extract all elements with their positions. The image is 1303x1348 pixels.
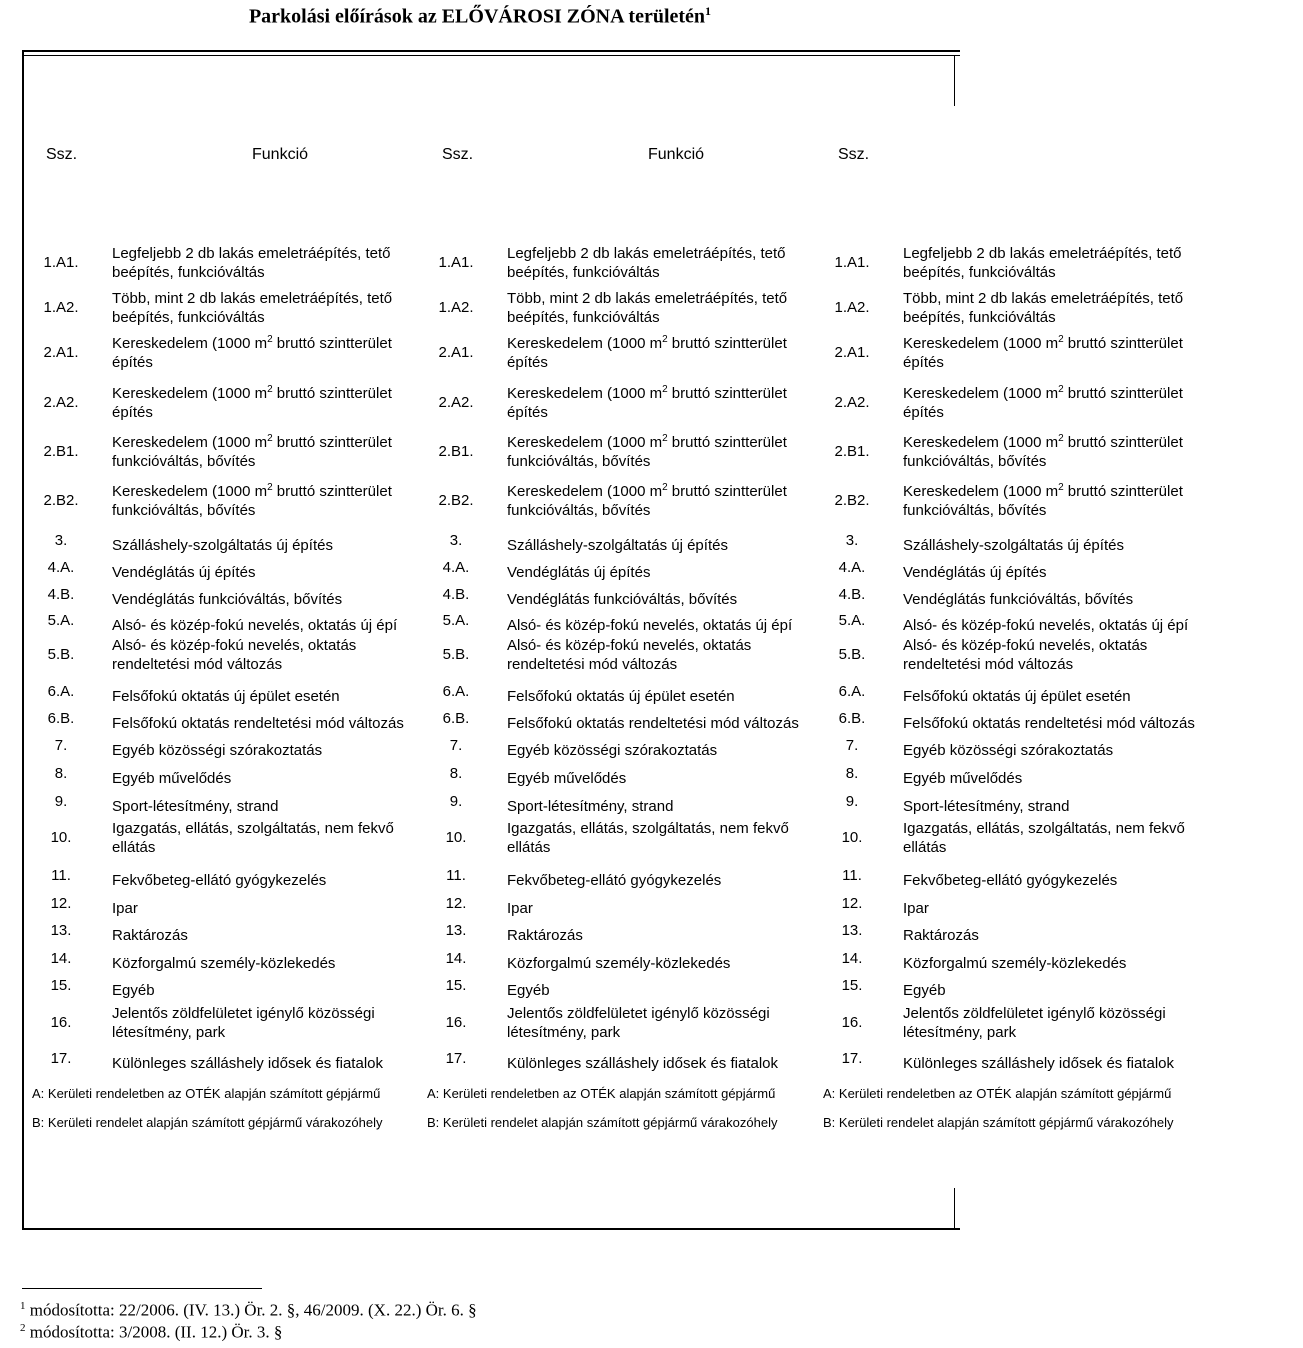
row-number: 2.A2.	[834, 394, 870, 411]
function-text: Egyéb művelődés	[112, 770, 232, 787]
row-number: 1.A2.	[438, 299, 474, 316]
row-number: 3.	[54, 532, 68, 549]
function-text: Szálláshely-szolgáltatás új építés	[112, 537, 333, 554]
row-number: 5.B.	[838, 646, 866, 663]
function-text: Alsó- és közép-fokú nevelés, oktatás rendeltetési mód változás	[903, 637, 1148, 673]
header-ssz: Ssz.	[46, 146, 78, 163]
function-text: Vendéglátás funkcióváltás, bővítés	[903, 591, 1134, 608]
table-column-block	[421, 244, 818, 1084]
function-text: Felsőfokú oktatás új épület esetén	[112, 688, 340, 705]
row-number: 12.	[445, 895, 467, 912]
function-text: Közforgalmú személy-közlekedés	[903, 955, 1127, 972]
function-text: Különleges szálláshely idősek és fiatalok	[903, 1055, 1174, 1072]
table-frame-right-edge	[954, 56, 955, 106]
row-number: 10.	[445, 829, 467, 846]
footnote-separator	[22, 1288, 262, 1289]
row-number: 2.B2.	[438, 492, 474, 509]
row-number: 7.	[54, 737, 68, 754]
table-column-block	[26, 244, 423, 1084]
note-a: A: Kerületi rendeletben az OTÉK alapján számított gépjármű	[32, 1086, 381, 1101]
row-number: 2.B1.	[834, 443, 870, 460]
row-number: 7.	[845, 737, 859, 754]
function-text: Ipar	[903, 900, 929, 917]
row-number: 15.	[445, 977, 467, 994]
row-number: 1.A1.	[43, 254, 79, 271]
function-text: Vendéglátás funkcióváltás, bővítés	[112, 591, 343, 608]
row-number: 13.	[50, 922, 72, 939]
row-number: 6.B.	[47, 710, 75, 727]
function-text: Jelentős zöldfelületet igénylő közösségi létesítmény, park	[507, 1005, 770, 1041]
function-text: Ipar	[507, 900, 533, 917]
header-funkcio: Funkció	[252, 146, 309, 163]
row-number: 15.	[841, 977, 863, 994]
function-text: Vendéglátás új építés	[112, 564, 256, 581]
function-text: Felsőfokú oktatás rendeltetési mód változás	[507, 715, 799, 732]
function-text: Legfeljebb 2 db lakás emeletráépítés, tető beépítés, funkcióváltás	[903, 245, 1182, 281]
function-text: Raktározás	[507, 927, 583, 944]
row-number: 14.	[50, 950, 72, 967]
function-text: Felsőfokú oktatás új épület esetén	[903, 688, 1131, 705]
row-number: 17.	[841, 1050, 863, 1067]
row-number: 5.A.	[838, 612, 866, 629]
function-text: Kereskedelem (1000 $m^2$ bruttó szintterület építés	[507, 334, 787, 371]
row-number: 2.A2.	[43, 394, 79, 411]
note-b: B: Kerületi rendelet alapján számított gépjármű várakozóhely	[823, 1115, 1174, 1130]
row-number: 2.A1.	[438, 344, 474, 361]
row-number: 17.	[445, 1050, 467, 1067]
row-number: 1.A2.	[43, 299, 79, 316]
row-number: 14.	[841, 950, 863, 967]
function-text: Több, mint 2 db lakás emeletráépítés, tető beépítés, funkcióváltás	[507, 290, 788, 326]
row-number: 7.	[449, 737, 463, 754]
header-funkcio: Funkció	[648, 146, 705, 163]
function-text: Különleges szálláshely idősek és fiatalok	[507, 1055, 778, 1072]
row-number: 6.A.	[442, 683, 470, 700]
footnote-1: $^1$ módosította: 22/2006. (IV. 13.) Ör. 2. §, 46/2009. (X. 22.) Ör. 6. §	[20, 1300, 477, 1320]
function-text: Ipar	[112, 900, 138, 917]
row-number: 10.	[841, 829, 863, 846]
row-number: 1.A1.	[834, 254, 870, 271]
function-text: Vendéglátás funkcióváltás, bővítés	[507, 591, 738, 608]
row-number: 11.	[446, 867, 466, 884]
function-text: Legfeljebb 2 db lakás emeletráépítés, tető beépítés, funkcióváltás	[507, 245, 786, 281]
table-column-block	[817, 244, 1195, 1084]
function-text: Kereskedelem (1000 $m^2$ bruttó szintterület építés	[903, 384, 1183, 421]
row-number: 14.	[445, 950, 467, 967]
row-number: 4.B.	[442, 586, 470, 603]
row-number: 2.B2.	[43, 492, 79, 509]
function-text: Kereskedelem (1000 $m^2$ bruttó szintterület építés	[507, 384, 787, 421]
row-number: 11.	[842, 867, 862, 884]
function-text: Igazgatás, ellátás, szolgáltatás, nem fekvő ellátás	[903, 820, 1185, 856]
row-number: 8.	[449, 765, 463, 782]
table-frame-bottom	[22, 1228, 960, 1230]
table-frame-right-edge	[954, 1188, 955, 1228]
function-text: Szálláshely-szolgáltatás új építés	[903, 537, 1124, 554]
row-number: 9.	[449, 793, 463, 810]
row-number: 10.	[50, 829, 72, 846]
row-number: 5.B.	[47, 646, 75, 663]
row-number: 1.A1.	[438, 254, 474, 271]
row-number: 16.	[841, 1014, 863, 1031]
function-text: Kereskedelem (1000 $m^2$ bruttó szintterület funkcióváltás, bővítés	[507, 433, 787, 470]
note-a: A: Kerületi rendeletben az OTÉK alapján számított gépjármű	[427, 1086, 776, 1101]
function-text: Egyéb közösségi szórakoztatás	[112, 742, 323, 759]
function-text: Raktározás	[112, 927, 188, 944]
row-number: 4.A.	[442, 559, 470, 576]
row-number: 6.B.	[838, 710, 866, 727]
function-text: Egyéb	[112, 982, 155, 999]
row-number: 5.A.	[47, 612, 75, 629]
row-number: 6.B.	[442, 710, 470, 727]
function-text: Sport-létesítmény, strand	[112, 798, 279, 815]
function-text: Több, mint 2 db lakás emeletráépítés, tető beépítés, funkcióváltás	[112, 290, 393, 326]
page-title: Parkolási előírások az ELŐVÁROSI ZÓNA területén$^1$	[248, 4, 712, 28]
row-number: 2.A1.	[43, 344, 79, 361]
header-ssz: Ssz.	[838, 146, 870, 163]
function-text: Alsó- és közép-fokú nevelés, oktatás új épí	[903, 617, 1189, 634]
row-number: 2.B1.	[438, 443, 474, 460]
function-text: Kereskedelem (1000 $m^2$ bruttó szintterület építés	[112, 334, 392, 371]
function-text: Vendéglátás új építés	[903, 564, 1047, 581]
row-number: 11.	[51, 867, 71, 884]
row-number: 17.	[50, 1050, 72, 1067]
row-number: 2.B1.	[43, 443, 79, 460]
row-number: 8.	[845, 765, 859, 782]
table-frame-top-inner	[22, 55, 960, 56]
row-number: 6.A.	[47, 683, 75, 700]
function-text: Sport-létesítmény, strand	[507, 798, 674, 815]
header-ssz: Ssz.	[442, 146, 474, 163]
row-number: 2.A1.	[834, 344, 870, 361]
function-text: Jelentős zöldfelületet igénylő közösségi létesítmény, park	[903, 1005, 1166, 1041]
note-a: A: Kerületi rendeletben az OTÉK alapján számított gépjármű	[823, 1086, 1172, 1101]
function-text: Felsőfokú oktatás új épület esetén	[507, 688, 735, 705]
title-footnote-marker: 1	[705, 4, 712, 18]
function-text: Kereskedelem (1000 $m^2$ bruttó szintterület funkcióváltás, bővítés	[903, 482, 1183, 519]
function-text: Felsőfokú oktatás rendeltetési mód változás	[903, 715, 1195, 732]
row-number: 1.A2.	[834, 299, 870, 316]
row-number: 3.	[845, 532, 859, 549]
footnote-2: $^2$ módosította: 3/2008. (II. 12.) Ör. 3. §	[20, 1322, 283, 1342]
function-text: Kereskedelem (1000 $m^2$ bruttó szintterület funkcióváltás, bővítés	[112, 433, 392, 470]
function-text: Vendéglátás új építés	[507, 564, 651, 581]
row-number: 4.B.	[838, 586, 866, 603]
function-text: Alsó- és közép-fokú nevelés, oktatás új épí	[507, 617, 793, 634]
row-number: 9.	[845, 793, 859, 810]
function-text: Kereskedelem (1000 $m^2$ bruttó szintterület funkcióváltás, bővítés	[112, 482, 392, 519]
function-text: Legfeljebb 2 db lakás emeletráépítés, tető beépítés, funkcióváltás	[112, 245, 391, 281]
row-number: 5.B.	[442, 646, 470, 663]
row-number: 4.B.	[47, 586, 75, 603]
table-frame-left	[22, 50, 24, 1230]
function-text: Egyéb közösségi szórakoztatás	[903, 742, 1114, 759]
row-number: 4.A.	[47, 559, 75, 576]
row-number: 4.A.	[838, 559, 866, 576]
function-text: Közforgalmú személy-közlekedés	[112, 955, 336, 972]
function-text: Alsó- és közép-fokú nevelés, oktatás új épí	[112, 617, 398, 634]
row-number: 13.	[841, 922, 863, 939]
row-number: 12.	[50, 895, 72, 912]
function-text: Egyéb	[507, 982, 550, 999]
function-text: Közforgalmú személy-közlekedés	[507, 955, 731, 972]
row-number: 3.	[449, 532, 463, 549]
function-text: Fekvőbeteg-ellátó gyógykezelés	[112, 872, 327, 889]
function-text: Alsó- és közép-fokú nevelés, oktatás rendeltetési mód változás	[112, 637, 357, 673]
function-text: Különleges szálláshely idősek és fiatalok	[112, 1055, 383, 1072]
function-text: Fekvőbeteg-ellátó gyógykezelés	[507, 872, 722, 889]
function-text: Több, mint 2 db lakás emeletráépítés, tető beépítés, funkcióváltás	[903, 290, 1184, 326]
function-text: Kereskedelem (1000 $m^2$ bruttó szintterület építés	[112, 384, 392, 421]
function-text: Sport-létesítmény, strand	[903, 798, 1070, 815]
function-text: Egyéb	[903, 982, 946, 999]
function-text: Fekvőbeteg-ellátó gyógykezelés	[903, 872, 1118, 889]
function-text: Alsó- és közép-fokú nevelés, oktatás rendeltetési mód változás	[507, 637, 752, 673]
function-text: Szálláshely-szolgáltatás új építés	[507, 537, 728, 554]
function-text: Egyéb művelődés	[903, 770, 1023, 787]
function-text: Igazgatás, ellátás, szolgáltatás, nem fekvő ellátás	[112, 820, 394, 856]
function-text: Kereskedelem (1000 $m^2$ bruttó szintterület funkcióváltás, bővítés	[903, 433, 1183, 470]
row-number: 8.	[54, 765, 68, 782]
row-number: 2.A2.	[438, 394, 474, 411]
row-number: 5.A.	[442, 612, 470, 629]
note-b: B: Kerületi rendelet alapján számított gépjármű várakozóhely	[427, 1115, 778, 1130]
function-text: Igazgatás, ellátás, szolgáltatás, nem fekvő ellátás	[507, 820, 789, 856]
function-text: Egyéb közösségi szórakoztatás	[507, 742, 718, 759]
row-number: 15.	[50, 977, 72, 994]
function-text: Egyéb művelődés	[507, 770, 627, 787]
function-text: Jelentős zöldfelületet igénylő közösségi létesítmény, park	[112, 1005, 375, 1041]
table-frame-top	[22, 50, 960, 52]
row-number: 9.	[54, 793, 68, 810]
row-number: 6.A.	[838, 683, 866, 700]
function-text: Kereskedelem (1000 $m^2$ bruttó szintterület funkcióváltás, bővítés	[507, 482, 787, 519]
row-number: 16.	[50, 1014, 72, 1031]
function-text: Kereskedelem (1000 $m^2$ bruttó szintterület építés	[903, 334, 1183, 371]
note-b: B: Kerületi rendelet alapján számított gépjármű várakozóhely	[32, 1115, 383, 1130]
row-number: 16.	[445, 1014, 467, 1031]
function-text: Felsőfokú oktatás rendeltetési mód változás	[112, 715, 404, 732]
row-number: 2.B2.	[834, 492, 870, 509]
function-text: Raktározás	[903, 927, 979, 944]
row-number: 12.	[841, 895, 863, 912]
row-number: 13.	[445, 922, 467, 939]
